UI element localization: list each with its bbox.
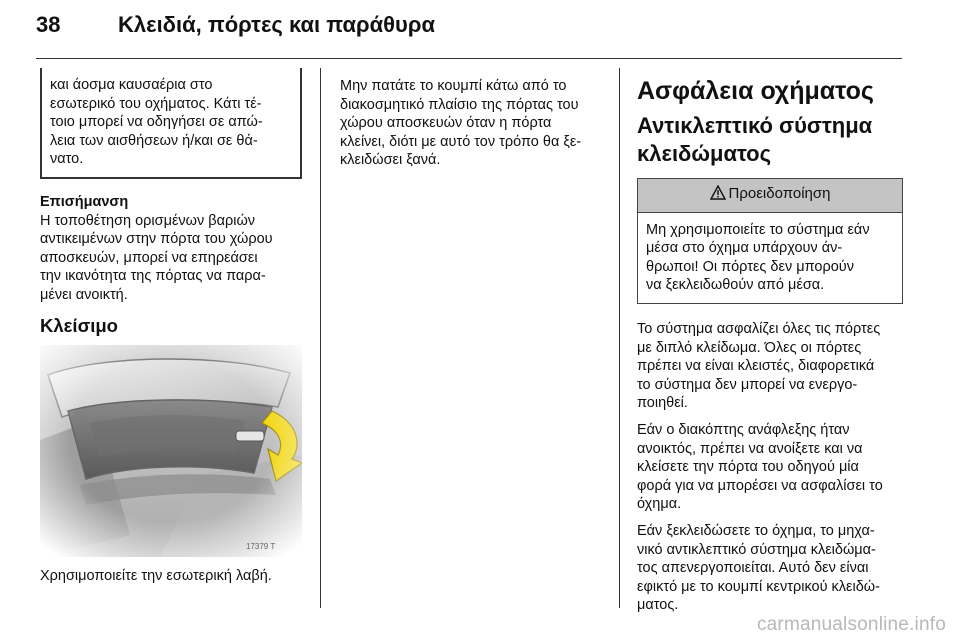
body-line: ποιηθεί. — [637, 395, 688, 412]
body-line: Μην πατάτε το κουμπί κάτω από το — [340, 78, 567, 94]
warning-continuation-line: λεια των αισθήσεων ή/και σε θά- — [50, 132, 258, 149]
warning-continuation-line: νατο. — [50, 151, 84, 168]
warning-header — [638, 179, 902, 213]
column-3 — [637, 68, 903, 623]
paragraph — [637, 522, 903, 615]
chapter-title: Κλειδιά, πόρτες και παράθυρα — [118, 12, 435, 37]
warning-line: θρωποι! Οι πόρτες δεν μπορούν — [646, 258, 854, 275]
column-separator-1 — [320, 68, 321, 608]
warning-title: Προειδοποίηση — [728, 185, 831, 202]
body-line: κλείσετε την πόρτα του οδηγού μία — [637, 459, 859, 476]
note-line: την ικανότητα της πόρτας να παρα- — [40, 268, 266, 285]
warning-continuation-box — [40, 68, 302, 179]
body-line: εφικτό με το κουμπί κεντρικού κλειδώ- — [637, 578, 880, 595]
note-line: Η τοποθέτηση ορισμένων βαριών — [40, 212, 256, 229]
body-line: διακοσμητικό πλαίσιο της πόρτας του — [340, 96, 579, 113]
warning-triangle-icon — [710, 185, 726, 206]
note-title: Επισήμανση — [40, 193, 129, 210]
column-2 — [340, 77, 602, 170]
section-heading-closing: Κλείσιμο — [40, 314, 118, 336]
subheading-anti-theft — [637, 112, 903, 168]
body-line: το σύστημα δεν μπορεί να ενεργο- — [637, 376, 858, 393]
body-line: με διπλό κλείδωμα. Όλες οι πόρτες — [637, 339, 862, 356]
note-line: αποσκευών, μπορεί να επηρεάσει — [40, 249, 258, 266]
warning-line: Μη χρησιμοποιείτε το σύστημα εάν — [646, 221, 870, 238]
paragraph — [637, 320, 903, 413]
warning-line: μέσα στο όχημα υπάρχουν άν- — [646, 240, 843, 257]
body-line: Το σύστημα ασφαλίζει όλες τις πόρτες — [637, 320, 881, 337]
tailgate-illustration — [40, 345, 302, 557]
subheading-line: κλειδώματος — [637, 141, 772, 166]
body-line: Εάν ο διακόπτης ανάφλεξης ήταν — [637, 421, 850, 438]
figure-caption: Χρησιμοποιείτε την εσωτερική λαβή. — [40, 568, 272, 585]
warning-continuation-line: και άοσμα καυσαέρια στο — [50, 77, 213, 93]
warning-continuation-line: τοιο μπορεί να οδηγήσει σε απώ- — [50, 114, 263, 131]
warning-continuation-line: εσωτερικό του οχήματος. Κάτι τέ- — [50, 95, 262, 112]
body-line: όχημα. — [637, 496, 682, 513]
column-1 — [40, 68, 302, 586]
watermark: carmanualsonline.info — [756, 614, 946, 635]
body-line: Εάν ξεκλειδώσετε το όχημα, το μηχα- — [637, 522, 875, 539]
body-line: χώρου αποσκευών όταν η πόρτα — [340, 115, 552, 132]
body-line: ματος. — [637, 597, 679, 614]
body-line: κλείνει, διότι με αυτό τον τρόπο θα ξε- — [340, 133, 582, 150]
column-separator-2 — [619, 68, 620, 608]
section-heading-vehicle-security: Ασφάλεια οχήματος — [637, 77, 874, 105]
warning-box — [637, 178, 903, 304]
subheading-line: Αντικλεπτικό σύστημα — [637, 113, 873, 138]
body-line: νικό αντικλεπτικό σύστημα κλειδώμα- — [637, 541, 876, 558]
figure-code: 17379 T — [246, 542, 276, 552]
body-line: τος απενεργοποιείται. Αυτό δεν είναι — [637, 560, 869, 577]
body-line: κλειδώσει ξανά. — [340, 152, 441, 169]
page-number: 38 — [36, 12, 61, 37]
note-line: αντικειμένων στην πόρτα του χώρου — [40, 231, 273, 248]
body-line: πρέπει να είναι κλειστές, διαφορετικά — [637, 358, 875, 375]
body-line: φορά για να μπορέσει να ασφαλίσει το — [637, 477, 883, 494]
warning-line: να ξεκλειδωθούν από μέσα. — [646, 277, 825, 294]
warning-body — [638, 213, 902, 303]
note-line: μένει ανοικτή. — [40, 286, 128, 303]
header-rule — [36, 58, 902, 59]
body-line: ανοικτός, πρέπει να ανοίξετε και να — [637, 440, 863, 457]
paragraph — [637, 421, 903, 514]
